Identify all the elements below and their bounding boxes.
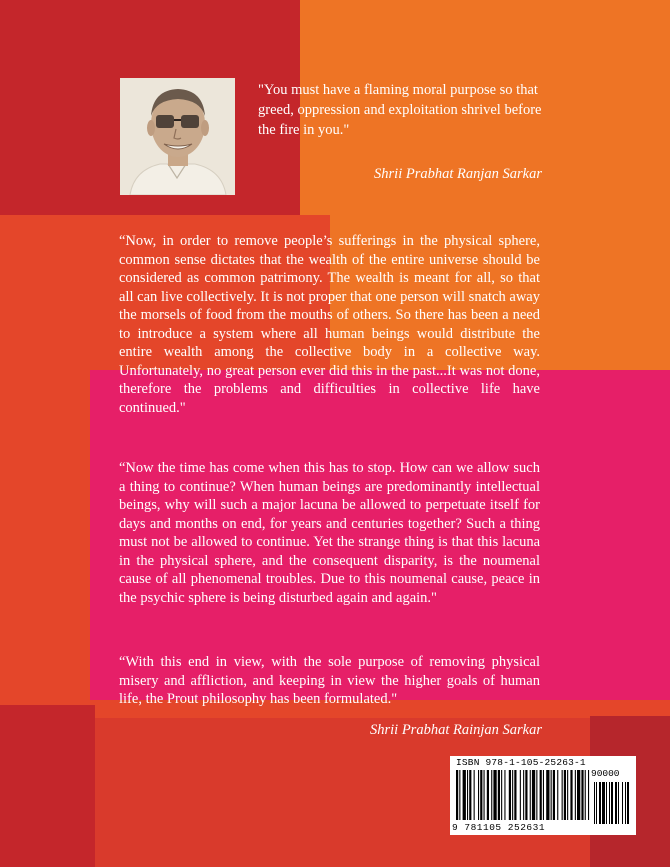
body-paragraph-3: “With this end in view, with the sole purpose of removing physical misery and affliction, and keeping in view the higher goals of human life, the Prout philosophy has been formulated.": [119, 654, 540, 707]
isbn-label: ISBN 978-1-105-25263-1: [456, 757, 586, 768]
author-portrait: [120, 78, 235, 195]
barcode-bars: [456, 768, 632, 826]
background-block-bottom-left: [0, 705, 95, 867]
epigraph-quote: "You must have a flaming moral purpose so that greed, oppression and exploitation shrivel before the fire in you.": [258, 82, 542, 138]
price-code: 90000: [591, 768, 620, 779]
body-author: Shrii Prabhat Rainjan Sarkar: [370, 722, 542, 738]
isbn-barcode: [450, 756, 636, 835]
epigraph-author: Shrii Prabhat Ranjan Sarkar: [374, 166, 542, 182]
barcode-digits: 9 781105 252631: [452, 822, 546, 833]
body-paragraph-2: “Now the time has come when this has to stop. How can we allow such a thing to continue? When human beings are predominantly intellectual beings, why will such a major lacuna be allowed to perpetuate itself for days and months on end, for years and centuries together? Such a thing must not be allowed to continue. Yet the strange thing is that this lacuna in the physical sphere, and the consequent disparity, is the noumenal cause of all phenomenal troubles. Due to this noumenal cause, peace in the psychic sphere is being disturbed again and again.": [119, 460, 540, 606]
body-paragraph-1: “Now, in order to remove people’s sufferings in the physical sphere, common sense dictates that the wealth of the entire universe should be considered as common patrimony. The wealth is meant for all, so that all can live collectively. It is not proper that one person will snatch away the morsels of food from the mouths of others. So there has been a need to introduce a system where all human beings would distribute the entire wealth among the collective body in a collective way. Unfortunately, no great person ever did this in the past...It was not done, therefore the problems and difficulties in collective life have continued.": [119, 233, 540, 416]
background-block-left-strip: [0, 365, 90, 705]
